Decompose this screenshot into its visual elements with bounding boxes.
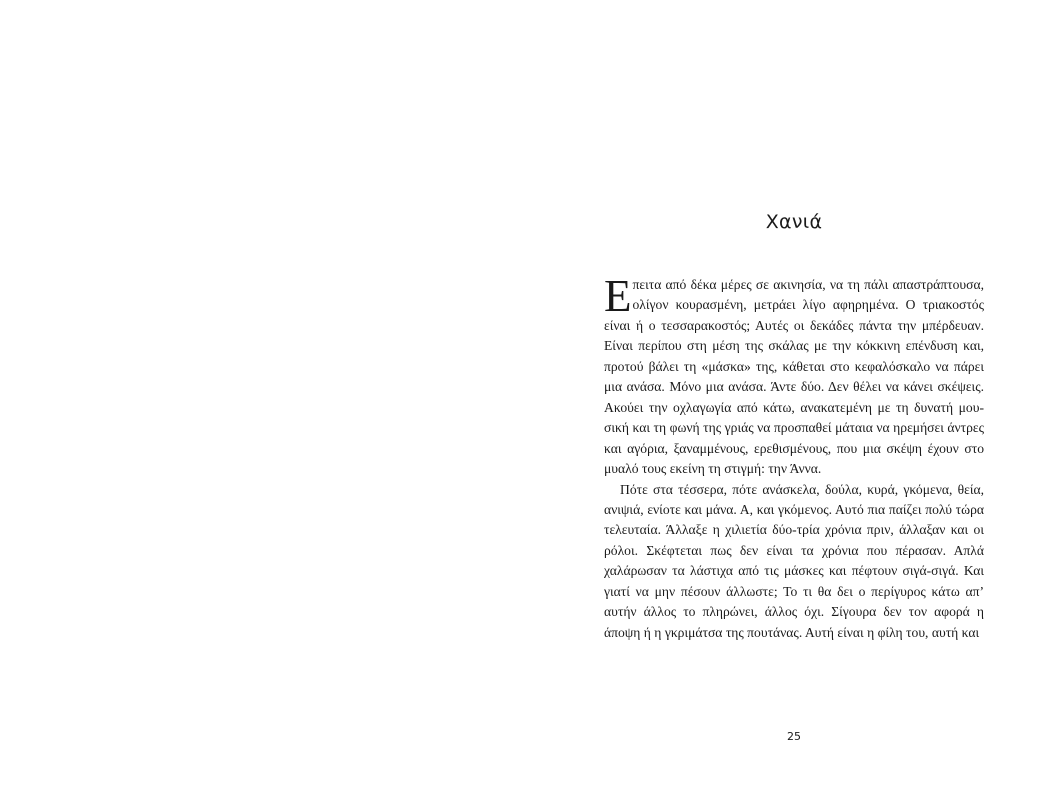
drop-cap: Ε: [604, 271, 632, 321]
body-text: [604, 271, 984, 643]
paragraph-1-text: πειτα από δέκα μέρες σε ακινησία, να τη πάλι απαστράπτουσα, ολίγον κουρασμένη, μετράει λίγο αφηρημένα. Ο τριακοστός είναι ή ο τεσσαρακοστός; Αυτές οι δεκάδες πάντα την μπέρδευαν. Είναι περίπου στη μέση της σκάλας με την κόκκινη επένδυση και, προτού βάλει τη «μάσκα» της, κάθεται στο κεφαλόσκαλο να πάρει μια ανάσα. Μόνο μια ανάσα. Άντε δύο. Δεν θέλει να κάνει σκέψεις. Ακούει την οχλαγωγία από κάτω, ανακατεμένη με τη δυνατή μουσική και τη φωνή της γριάς να προσπαθεί μάταια να ηρεμήσει άντρες και αγόρια, ξαναμμένους, ερεθισμένους, που μια σκέψη έχουν στο μυαλό τους εκείνη τη στιγμή: την Άννα.: [604, 277, 984, 477]
page-number: 25: [787, 730, 801, 743]
paragraph-1: [604, 271, 984, 480]
chapter-title: Χανιά: [765, 211, 823, 233]
paragraph-2: Πότε στα τέσσερα, πότε ανάσκελα, δούλα, κυρά, γκόμενα, θεία, ανιψιά, ενίοτε και μάνα. Α, και γκόμενος. Αυτό πια παίζει πολύ τώρα τελευταία. Άλλαξε η χιλιετία δύο-τρία χρόνια πριν, άλλαξαν και οι ρόλοι. Σκέφτεται πως δεν είναι τα χρόνια που πέρασαν. Απλά χαλάρωσαν τα λάστιχα από τις μάσκες και πέφτουν σιγά-σιγά. Και γιατί να μην πέσουν άλλωστε; Το τι θα δει ο περίγυρος κάτω απ’ αυτήν άλλος το πληρώνει, άλλος όχι. Σίγουρα δεν τον αφορά η άποψη ή η γκριμάτσα της πουτάνας. Αυτή είναι η φίλη του, αυτή και: [604, 481, 984, 640]
